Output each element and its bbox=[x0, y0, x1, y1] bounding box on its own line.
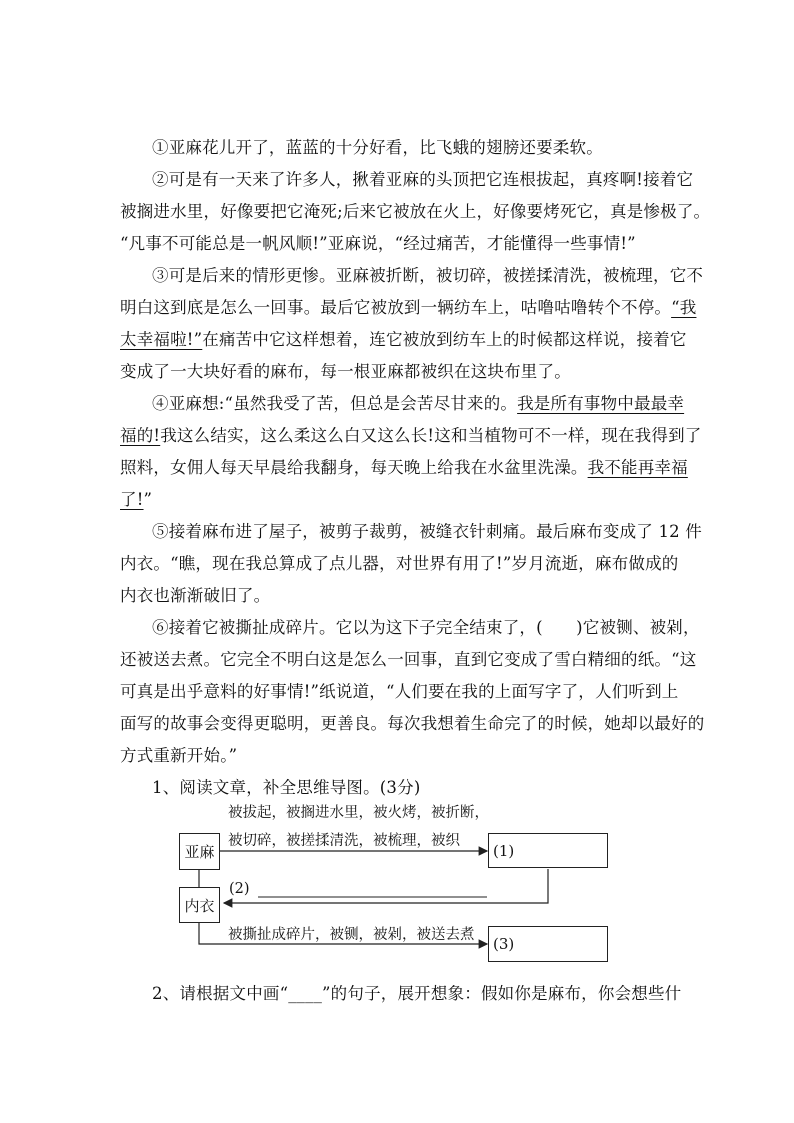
paragraph-3-line: 变成了一大块好看的麻布，每一根亚麻都被织在这块布里了。 bbox=[120, 362, 571, 381]
paragraph-6-line: 可真是出乎意料的好事情!”纸说道，“人们要在我的上面写字了，人们听到上 bbox=[120, 682, 679, 701]
underlined-sentence: 我是所有事物中最最幸 bbox=[517, 394, 685, 413]
question-2: 2、请根据文中画“____”的句子，展开想象：假如你是麻布，你会想些什 bbox=[152, 984, 682, 1003]
paragraph-5-line: ⑤接着麻布进了屋子，被剪子裁剪，被缝衣针刺痛。最后麻布变成了 12 件 bbox=[152, 522, 702, 541]
arrow-to-neiyi bbox=[224, 869, 548, 903]
underlined-sentence: 太幸福啦!” bbox=[120, 330, 203, 349]
paragraph-6-line: 面写的故事会变得更聪明，更善良。每次我想着生命完了的时候，她却以最好的 bbox=[120, 714, 705, 733]
paragraph-6-line: 还被送去煮。它完全不明白这是怎么一回事，直到它变成了雪白精细的纸。“这 bbox=[120, 650, 697, 669]
blank-3-label: (3) bbox=[493, 935, 515, 953]
paragraph-2-line: ②可是有一天来了许多人，揪着亚麻的头顶把它连根拔起，真疼啊!接着它 bbox=[152, 170, 694, 189]
answer-box-1[interactable] bbox=[488, 833, 608, 868]
blank-1-label: (1) bbox=[493, 841, 515, 860]
process-label-top-2: 被切碎，被搓揉清洗，被梳理，被织 bbox=[228, 833, 460, 849]
answer-box-3[interactable] bbox=[488, 926, 608, 962]
paragraph-2-line: 被搁进水里，好像要把它淹死;后来它被放在火上，好像要烤死它，真是惨极了。 bbox=[120, 202, 711, 221]
paragraph-4-line: 照料，女佣人每天早晨给我翻身，每天晚上给我在水盆里洗澡。我不能再幸福 bbox=[120, 458, 688, 477]
underlined-sentence: 福的! bbox=[120, 426, 161, 445]
paragraph-5-line: 内衣。“瞧，现在我总算成了点儿器，对世界有用了!”岁月流逝，麻布做成的 bbox=[120, 554, 679, 573]
node-neiyi: 内衣 bbox=[179, 887, 220, 923]
paragraph-6-line: ⑥接着它被撕扯成碎片。它以为这下子完全结束了，( )它被铡、被剁， bbox=[152, 618, 700, 637]
paragraph-1: ①亚麻花儿开了，蓝蓝的十分好看，比飞蛾的翅膀还要柔软。 bbox=[152, 138, 603, 157]
question-1: 1、阅读文章，补全思维导图。(3分) bbox=[152, 778, 421, 797]
paragraph-3-line: ③可是后来的情形更惨。亚麻被折断，被切碎，被搓揉清洗，被梳理，它不 bbox=[152, 266, 704, 285]
paragraph-3-line: 明白这到底是怎么一回事。最后它被放到一辆纺车上，咕噜咕噜转个不停。“我 bbox=[120, 298, 697, 317]
underlined-sentence: 我不能再幸福 bbox=[587, 458, 688, 477]
blank-2-label: (2) bbox=[229, 881, 250, 897]
paragraph-4-line: 了!” bbox=[120, 490, 153, 509]
node-yama: 亚麻 bbox=[179, 833, 220, 870]
paragraph-3-line: 太幸福啦!”在痛苦中它这样想着，连它被放到纺车上的时候都这样说，接着它 bbox=[120, 330, 687, 349]
paragraph-4-line: ④亚麻想:“虽然我受了苦，但总是会苦尽甘来的。我是所有事物中最最幸 bbox=[152, 394, 685, 413]
process-label-top-1: 被拔起，被搁进水里，被火烤，被折断， bbox=[228, 805, 489, 821]
paragraph-4-line: 福的!我这么结实，这么柔这么白又这么长!这和当植物可不一样，现在我得到了 bbox=[120, 426, 702, 445]
process-label-bottom: 被撕扯成碎片，被铡，被剁，被送去煮 bbox=[228, 927, 475, 943]
paragraph-5-line: 内衣也渐渐破旧了。 bbox=[120, 586, 271, 605]
underlined-sentence: “我 bbox=[671, 298, 697, 317]
paragraph-2-line: “凡事不可能总是一帆风顺!”亚麻说，“经过痛苦，才能懂得一些事情!” bbox=[120, 234, 636, 253]
underlined-sentence: 了! bbox=[120, 490, 144, 509]
paragraph-6-line: 方式重新开始。” bbox=[120, 746, 238, 765]
